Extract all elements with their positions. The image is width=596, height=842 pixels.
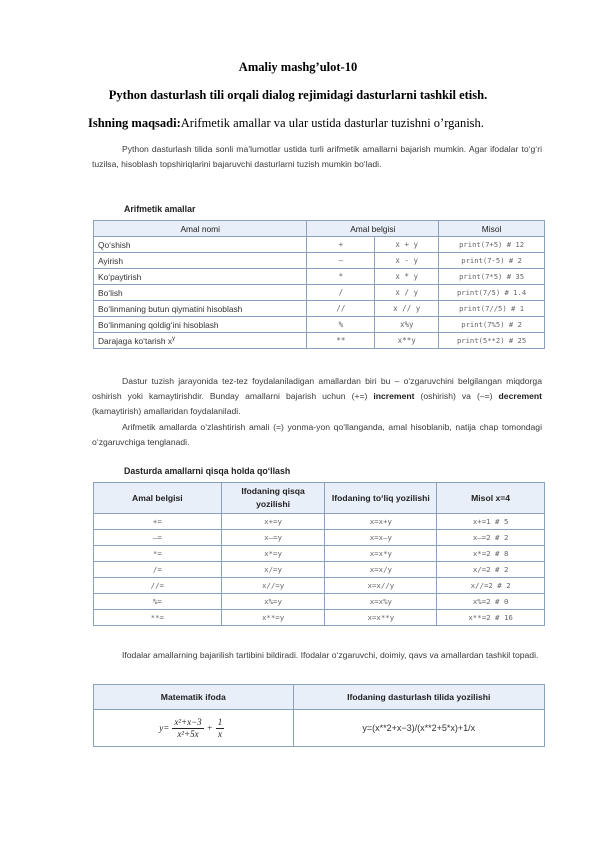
short-example: x/=2 # 2	[437, 562, 545, 578]
table-row	[94, 237, 545, 253]
short-op: +=	[94, 514, 222, 530]
short-form: x–=y	[221, 530, 325, 546]
para4-text: Ifodalar amallarning bajarilish tartibini bildiradi. Ifodalar o‘zgaruvchi, doimiy, qavs va amallardan tashkil topadi.	[122, 650, 539, 660]
op-expr: x * y	[375, 269, 439, 285]
op-expr: x%y	[375, 317, 439, 333]
op-example: print(7*5) # 35	[439, 269, 545, 285]
formula-lhs: y=	[159, 723, 170, 733]
short-example: x**=2 # 16	[437, 610, 545, 626]
short-form: x+=y	[221, 514, 325, 530]
para3-text: Arifmetik amallarda o‘zlashtirish amali (=) yonma-yon qo‘llanganda, amal hisoblanib, natija chap tomondagi o‘zgaruvchiga tenglanadi.	[92, 422, 542, 447]
op-example: print(7/5) # 1.4	[439, 285, 545, 301]
full-form: x=x*y	[325, 546, 437, 562]
code-formula: y=(x**2+x−3)/(x**2+5*x)+1/x	[293, 710, 544, 747]
table-row	[94, 285, 545, 301]
short-op: //=	[94, 578, 222, 594]
math-formula	[159, 717, 227, 740]
goal-line	[88, 116, 568, 131]
short-op: /=	[94, 562, 222, 578]
full-form: x=x–y	[325, 530, 437, 546]
arith-header-example: Misol	[439, 221, 545, 237]
page-subtitle: Python dasturlash tili orqali dialog rejimidagi dasturlarni tashkil etish.	[108, 88, 488, 102]
increment-term: increment	[373, 391, 415, 401]
op-symbol: –	[307, 253, 375, 269]
table-row	[94, 710, 545, 747]
short-example: x+=1 # 5	[437, 514, 545, 530]
short-heading: Dasturda amallarni qisqa holda qo‘llash	[124, 466, 291, 476]
op-symbol: **	[307, 333, 375, 349]
op-name: Ayirish	[94, 253, 307, 269]
expression-table	[93, 684, 545, 747]
para2-end: (kamaytirish) amallaridan foydalaniladi.	[92, 406, 241, 416]
short-example: x*=2 # 8	[437, 546, 545, 562]
op-example: print(7-5) # 2	[439, 253, 545, 269]
short-header-op: Amal belgisi	[94, 483, 222, 514]
short-form: x/=y	[221, 562, 325, 578]
full-form: x=x+y	[325, 514, 437, 530]
short-header-short: Ifodaning qisqa yozilishi	[221, 483, 325, 514]
table-row	[94, 562, 545, 578]
arith-table	[93, 220, 545, 349]
assignment-paragraph	[92, 420, 542, 450]
table-row	[94, 301, 545, 317]
short-form: x**=y	[221, 610, 325, 626]
fraction-1-numerator: x²+x−3	[174, 716, 202, 727]
fraction-2	[216, 717, 225, 740]
page-title: Amaliy mashg’ulot-10	[238, 60, 358, 74]
table-row	[94, 610, 545, 626]
table-row	[94, 317, 545, 333]
intro-text: Python dasturlash tilida sonli ma’lumotlar ustida turli arifmetik amallarni bajarish mumkin. Agar ifodalar to‘g‘ri tuzilsa, hisoblash topshiriqlarini bajaruvchi dasturlarni tuzish mumkin bo‘ladi.	[92, 144, 542, 169]
table-row	[94, 530, 545, 546]
op-example: print(7//5) # 1	[439, 301, 545, 317]
short-form: x%=y	[221, 594, 325, 610]
para2-mid: (oshirish) va (–=)	[414, 391, 499, 401]
arith-header-row	[94, 221, 545, 237]
table-row	[94, 333, 545, 349]
op-name: Ko‘paytirish	[94, 269, 307, 285]
math-formula-cell	[94, 710, 294, 747]
expr-header-math: Matematik ifoda	[94, 685, 294, 710]
op-name-superscript: y	[172, 335, 176, 342]
op-symbol: *	[307, 269, 375, 285]
short-form: x//=y	[221, 578, 325, 594]
expression-paragraph	[92, 648, 542, 663]
table-row	[94, 594, 545, 610]
op-name: Bo‘linmaning qoldig‘ini hisoblash	[94, 317, 307, 333]
expr-header-row	[94, 685, 545, 710]
short-header-row	[94, 483, 545, 514]
full-form: x=x**y	[325, 610, 437, 626]
fraction-1-denominator: x²+5x	[177, 728, 199, 739]
table-row	[94, 269, 545, 285]
short-op: *=	[94, 546, 222, 562]
short-example: x–=2 # 2	[437, 530, 545, 546]
op-name: Bo‘lish	[94, 285, 307, 301]
arith-heading: Arifmetik amallar	[124, 204, 196, 214]
short-op: **=	[94, 610, 222, 626]
op-symbol: //	[307, 301, 375, 317]
para2-start: Dastur tuzish jarayonida tez-tez foydalaniladigan amallardan biri bu – o‘zgaruvchini belgilangan miqdorga oshirish yoki kamaytirishdir. Bunday amallarni bajarish uchun (+=)	[92, 376, 542, 401]
op-name-cell	[94, 333, 307, 349]
table-row	[94, 546, 545, 562]
short-header-full: Ifodaning to‘liq yozilishi	[325, 483, 437, 514]
table-row	[94, 578, 545, 594]
fraction-2-denominator: x	[218, 728, 222, 739]
op-expr: x / y	[375, 285, 439, 301]
table-row	[94, 253, 545, 269]
increment-paragraph	[92, 374, 542, 419]
op-example: print(7%5) # 2	[439, 317, 545, 333]
goal-text: Arifmetik amallar va ular ustida dasturlar tuzishni o’rganish.	[180, 116, 484, 130]
arith-header-symbol: Amal belgisi	[307, 221, 439, 237]
op-example: print(5**2) # 25	[439, 333, 545, 349]
short-form: x*=y	[221, 546, 325, 562]
op-expr: x + y	[375, 237, 439, 253]
op-expr: x - y	[375, 253, 439, 269]
fraction-2-numerator: 1	[217, 716, 223, 727]
short-example: x%=2 # 0	[437, 594, 545, 610]
fraction-1	[172, 717, 203, 740]
formula-plus: +	[206, 723, 213, 733]
op-symbol: +	[307, 237, 375, 253]
short-op: –=	[94, 530, 222, 546]
op-symbol: %	[307, 317, 375, 333]
short-example: x//=2 # 2	[437, 578, 545, 594]
op-example: print(7+5) # 12	[439, 237, 545, 253]
op-name: Darajaga ko‘tarish x	[98, 335, 173, 346]
full-form: x=x//y	[325, 578, 437, 594]
short-header-example: Misol x=4	[437, 483, 545, 514]
arith-header-name: Amal nomi	[94, 221, 307, 237]
expr-header-code: Ifodaning dasturlash tilida yozilishi	[293, 685, 544, 710]
table-row	[94, 514, 545, 530]
op-symbol: /	[307, 285, 375, 301]
short-ops-table	[93, 482, 545, 626]
short-op: %=	[94, 594, 222, 610]
goal-label: Ishning maqsadi:	[88, 116, 181, 130]
op-expr: x**y	[375, 333, 439, 349]
intro-paragraph	[92, 142, 542, 172]
full-form: x=x%y	[325, 594, 437, 610]
full-form: x=x/y	[325, 562, 437, 578]
op-name: Bo‘linmaning butun qiymatini hisoblash	[94, 301, 307, 317]
decrement-term: decrement	[498, 391, 543, 401]
op-expr: x // y	[375, 301, 439, 317]
op-name: Qo‘shish	[94, 237, 307, 253]
